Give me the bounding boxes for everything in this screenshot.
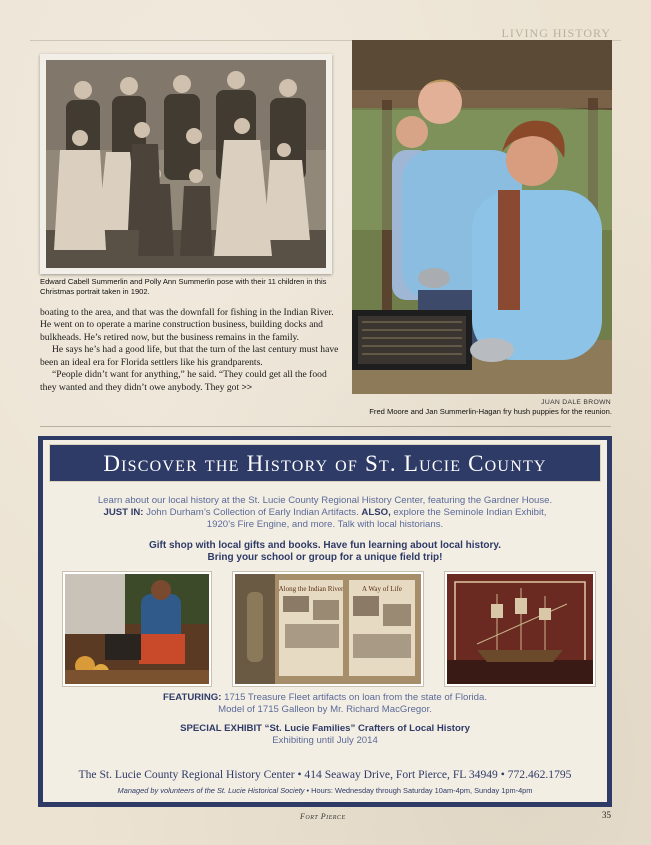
- also-text: explore the Seminole Indian Exhibit,: [390, 507, 547, 519]
- just-in-text: John Durham’s Collection of Early Indian Artifacts.: [143, 507, 362, 519]
- family-portrait-image: [46, 60, 326, 268]
- panel-left-title: Along the Indian River: [278, 585, 344, 593]
- featuring-line-2: Model of 1715 Galleon by Mr. Richard MacGregor.: [218, 704, 432, 716]
- ad-intro-line-2: [43, 507, 607, 519]
- ad-managed-by: [43, 786, 607, 795]
- hours-text: • Hours: Wednesday through Saturday 10am-4pm, Sunday 1pm-4pm: [304, 786, 533, 795]
- seminole-exhibit-photo: [63, 572, 211, 686]
- article-body: [40, 307, 340, 395]
- featuring-label: FEATURING:: [162, 692, 222, 703]
- article-paragraph-3: [40, 369, 340, 395]
- reunion-image: [352, 40, 612, 394]
- featuring-text: 1715 Treasure Fleet artifacts on loan from the state of Florida.: [221, 692, 487, 703]
- featuring-line-1: [43, 692, 607, 704]
- magazine-logo: Fort Pierce: [300, 812, 346, 821]
- indian-river-exhibit-photo: [233, 572, 423, 686]
- history-center-ad: [38, 436, 612, 807]
- section-label: LIVING HISTORY: [501, 26, 611, 40]
- galleon-model-photo: [445, 572, 595, 686]
- ad-panel: [43, 440, 607, 802]
- also-label: ALSO,: [361, 507, 391, 519]
- just-in-label: JUST IN:: [103, 507, 144, 519]
- article-paragraph-1: boating to the area, and that was the downfall for fishing in the Indian River. He went on to operate a marine construction business, building docks and bulkheads. He’s retired now, but the business remains in the family.: [40, 307, 334, 343]
- ad-featuring: [43, 692, 607, 716]
- ad-intro-line-3: 1920’s Fire Engine, and more. Talk with local historians.: [206, 519, 444, 531]
- ad-gift-shop: [43, 540, 607, 564]
- panel-right-title: A Way of Life: [362, 585, 402, 593]
- continue-marker: >>: [241, 382, 253, 393]
- indian-river-exhibit-image: [235, 574, 421, 684]
- ad-address: The St. Lucie County Regional History Center • 414 Seaway Drive, Fort Pierce, FL 34949 • 772.462.1795: [78, 768, 572, 781]
- page-divider: [40, 426, 611, 427]
- managed-by-text: Managed by volunteers of the St. Lucie Historical Society: [117, 786, 305, 795]
- ad-intro-line-1: Learn about our local history at the St. Lucie County Regional History Center, featuring the Gardner House.: [97, 495, 553, 506]
- ad-special-exhibit: [43, 723, 607, 747]
- special-exhibit-title: SPECIAL EXHIBIT “St. Lucie Families” Crafters of Local History: [180, 723, 470, 734]
- family-portrait-photo: [40, 54, 332, 274]
- gift-line-2: Bring your school or group for a unique field trip!: [207, 552, 443, 564]
- exhibiting-until: Exhibiting until July 2014: [272, 735, 378, 747]
- photo-credit: JUAN DALE BROWN: [541, 399, 611, 406]
- family-photo-caption: Edward Cabell Summerlin and Polly Ann Summerlin pose with their 11 children in this Christmas portrait taken in 1902.: [40, 277, 327, 296]
- article-paragraph-2: He says he’s had a good life, but that the turn of the last century must have been an ideal era for Florida settlers like his grandparents.: [40, 344, 339, 368]
- ad-title: Discover the History of St. Lucie County: [49, 444, 601, 482]
- reunion-photo: [352, 40, 612, 394]
- page-number: 35: [602, 810, 611, 820]
- gift-line-1: Gift shop with local gifts and books. Have fun learning about local history.: [148, 540, 502, 551]
- ad-intro: [43, 495, 607, 532]
- galleon-model-image: [447, 574, 593, 684]
- article-paragraph-3-text: “People didn’t want for anything,” he said. “They could get all the food they wanted and they didn’t owe anybody. They got: [40, 369, 327, 394]
- reunion-photo-caption: Fred Moore and Jan Summerlin-Hagan fry hush puppies for the reunion.: [369, 407, 612, 416]
- seminole-exhibit-image: [65, 574, 209, 684]
